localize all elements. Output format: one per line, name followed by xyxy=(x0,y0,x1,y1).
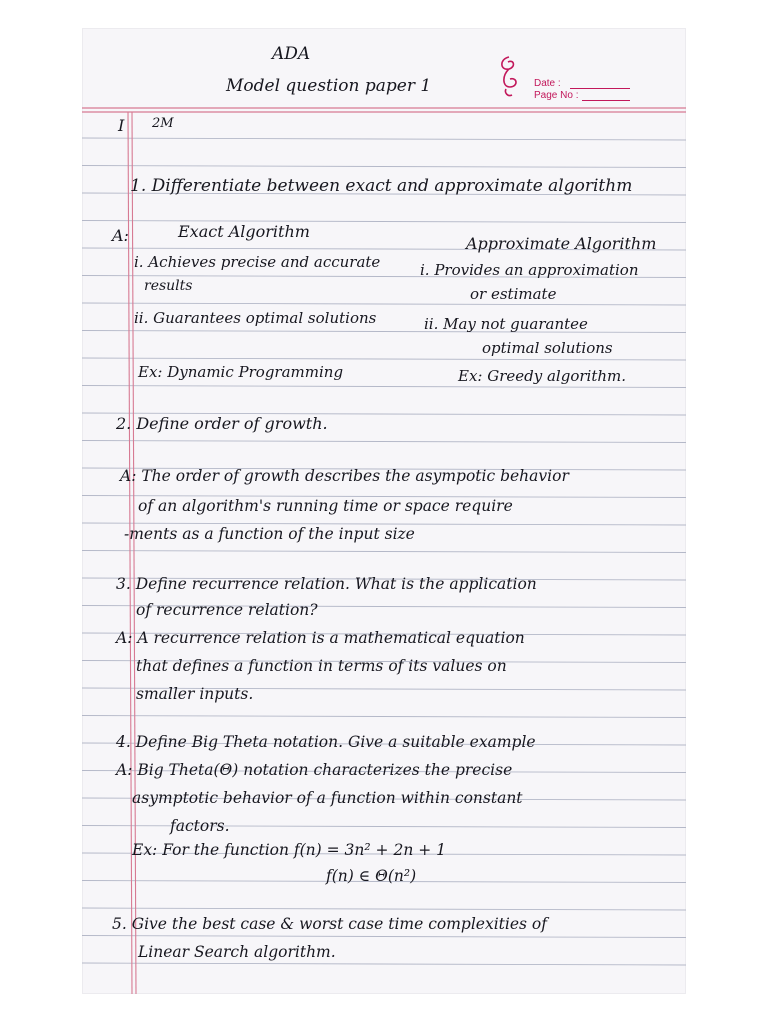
ruled-line xyxy=(82,441,686,443)
ruled-line xyxy=(82,963,686,965)
approx-point-2-cont: optimal solutions xyxy=(482,339,613,357)
exact-point-1: i. Achieves precise and accurate xyxy=(134,253,381,271)
ruled-line xyxy=(82,303,686,305)
section-roman: I xyxy=(118,116,125,135)
ruled-line xyxy=(82,138,686,140)
approx-heading: Approximate Algorithm xyxy=(466,234,657,253)
q5-question-line-1: 5. Give the best case & worst case time complexities of xyxy=(112,915,547,933)
page-no-label: Page No : xyxy=(534,90,579,101)
ruled-line xyxy=(82,358,686,360)
date-label: Date : xyxy=(534,78,561,89)
ruled-line xyxy=(82,936,686,938)
left-margin-rule xyxy=(132,112,136,994)
exact-heading: Exact Algorithm xyxy=(178,222,310,241)
q5-question-line-2: Linear Search algorithm. xyxy=(138,943,336,961)
ruled-line xyxy=(82,221,686,223)
q2-answer-line-2: of an algorithm's running time or space require xyxy=(138,497,513,515)
q3-answer-line-3: smaller inputs. xyxy=(136,685,254,703)
notebook-logo-icon xyxy=(494,53,524,99)
date-underline xyxy=(570,88,630,89)
approx-example: Ex: Greedy algorithm. xyxy=(458,367,627,385)
q4-example-line-2: f(n) ∈ Θ(n²) xyxy=(326,867,417,885)
section-marks: 2M xyxy=(152,116,174,131)
ruled-line xyxy=(82,716,686,718)
exact-point-2: ii. Guarantees optimal solutions xyxy=(134,309,377,327)
q3-question-line-1: 3. Define recurrence relation. What is the application xyxy=(116,575,537,593)
q4-question: 4. Define Big Theta notation. Give a suitable example xyxy=(116,733,536,751)
approx-point-1: i. Provides an approximation xyxy=(420,261,639,279)
q3-answer-line-1: A: A recurrence relation is a mathematical equation xyxy=(116,629,525,647)
q4-answer-line-3: factors. xyxy=(170,817,230,835)
q4-answer-line-1: A: Big Theta(Θ) notation characterizes the precise xyxy=(116,761,513,779)
approx-point-2: ii. May not guarantee xyxy=(424,315,588,333)
notebook-page xyxy=(82,28,686,994)
q2-answer-line-3: -ments as a function of the input size xyxy=(124,525,415,543)
q4-answer-line-2: asymptotic behavior of a function within constant xyxy=(132,789,523,807)
q3-answer-line-2: that defines a function in terms of its values on xyxy=(136,657,507,675)
page-underline xyxy=(582,100,630,101)
ruled-line xyxy=(82,166,686,168)
exact-point-1-cont: results xyxy=(144,278,193,294)
q4-example-line-1: Ex: For the function f(n) = 3n² + 2n + 1 xyxy=(132,841,447,859)
q2-question: 2. Define order of growth. xyxy=(116,414,328,433)
q3-question-line-2: of recurrence relation? xyxy=(136,601,318,619)
paper-title: Model question paper 1 xyxy=(226,76,432,96)
approx-point-1-cont: or estimate xyxy=(470,285,557,303)
ruled-line xyxy=(82,908,686,910)
q2-answer-line-1: A: The order of growth describes the asympotic behavior xyxy=(120,467,569,485)
q1-question: 1. Differentiate between exact and approximate algorithm xyxy=(130,176,633,196)
ruled-line xyxy=(82,551,686,553)
subject-title: ADA xyxy=(272,44,311,64)
q1-answer-prefix: A: xyxy=(112,226,129,245)
ruled-line xyxy=(82,331,686,333)
exact-example: Ex: Dynamic Programming xyxy=(138,363,344,381)
